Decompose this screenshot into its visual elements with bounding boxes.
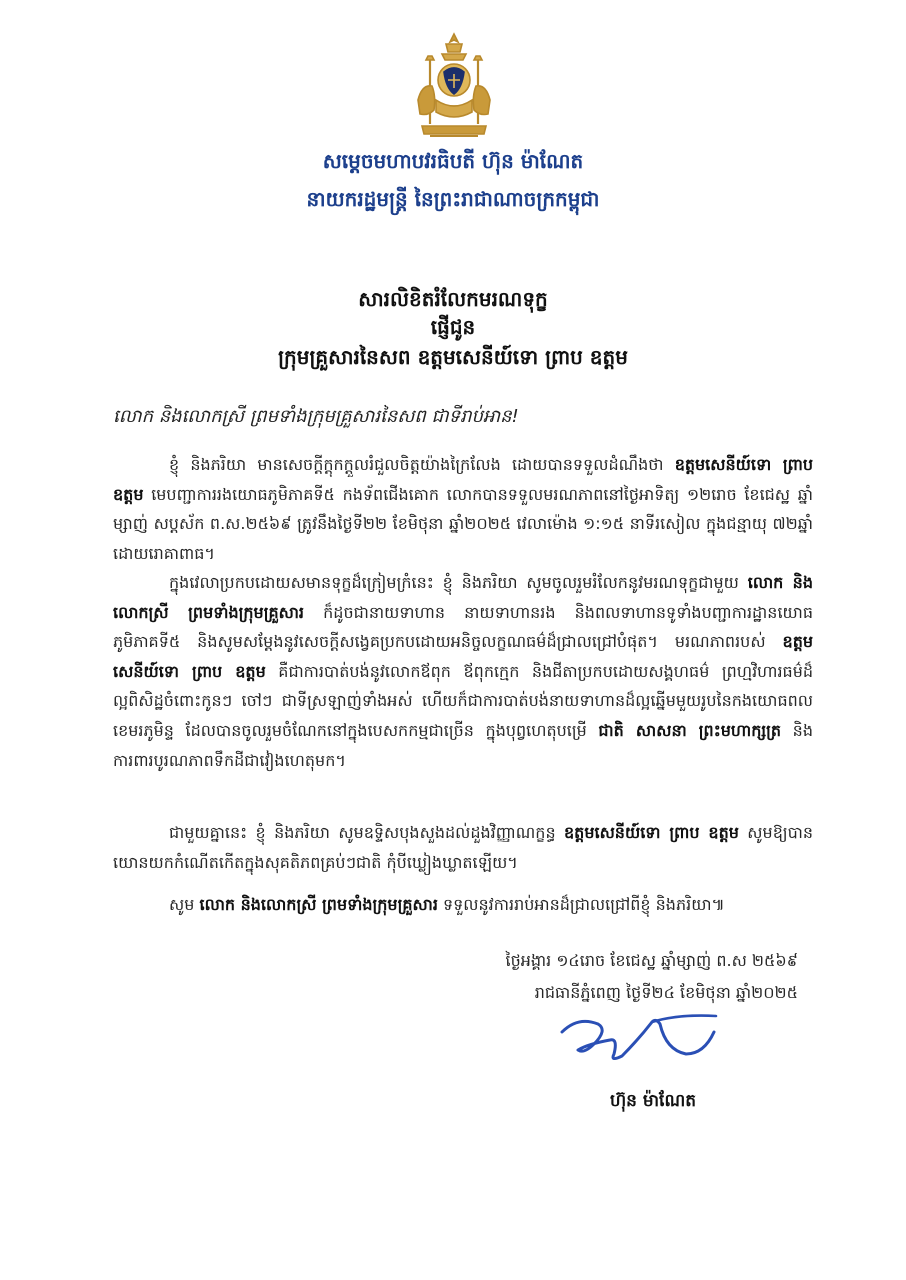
signature-icon <box>548 1010 720 1070</box>
paragraph-2 <box>113 568 813 818</box>
p1-text-a: ខ្ញុំ និងភរិយា មានសេចក្ដីក្ដុកក្ដួលរំជួលចិត្តយ៉ាងក្រៃលែង ដោយបានទទួលដំណឹងថា <box>169 455 675 474</box>
header-name-line: សម្ដេចមហាបវរធិបតី ហ៊ុន ម៉ាណែត <box>322 149 584 173</box>
p4-bold-family: លោក និងលោកស្រី ព្រមទាំងក្រុមគ្រួសារ <box>199 895 438 914</box>
signer-name: ហ៊ុន ម៉ាណែត <box>609 1091 696 1111</box>
p4-text-c: ទទួលនូវការរាប់អានដ៏ជ្រាលជ្រៅពីខ្ញុំ និងភរិយា៕ <box>437 895 725 914</box>
date-lunar: ថ្ងៃអង្គារ ១៤រោច ខែជេស្ឋ ឆ្នាំម្សាញ់ ព.ស ២៥៦៩ <box>505 951 798 970</box>
letter-recipient: ក្រុមគ្រួសារនៃសព ឧត្តមសេនីយ៍ទោ ព្រាប ឧត្តម <box>278 345 628 369</box>
royal-emblem-icon <box>400 30 508 142</box>
paragraph-4 <box>113 890 813 922</box>
letter-subtitle: ផ្ញើជូន <box>430 315 476 339</box>
letter-title: សារលិខិតរំលែកមរណទុក្ខ <box>358 287 548 311</box>
paragraph-3 <box>113 818 813 880</box>
p1-bold-name: ឧត្តមសេនីយ៍ទោ ព្រាប ឧត្តម <box>113 455 813 504</box>
p3-text-a: ជាមួយគ្នានេះ ខ្ញុំ និងភរិយា សូមឧទ្ទិសបុងសួងដល់ដួងវិញ្ញាណក្ខន្ធ <box>169 823 565 842</box>
header-office-line: នាយករដ្ឋមន្ត្រី នៃព្រះរាជាណាចក្រកម្ពុជា <box>306 187 600 211</box>
p2-bold-motto: ជាតិ សាសនា ព្រះមហាក្សត្រ <box>598 720 782 740</box>
p4-text-a: សូម <box>169 895 200 914</box>
p2-text-c: ក៏ដូចជានាយទាហាន នាយទាហានរង និងពលទាហានទូទាំងបញ្ជាការដ្ឋានយោធភូមិភាគទី៥ និងសូមសម្ដែងនូវសេចក្ដីសង្វេគប្រកបដោយអនិច្ចលក្ខណធម៌ដ៏ជ្រាលជ្រៅបំផុត។ មរណភាពរបស់ <box>113 602 813 652</box>
p2-bold-family: លោក និងលោកស្រី ព្រមទាំងក្រុមគ្រួសារ <box>113 573 813 622</box>
salutation: លោក និងលោកស្រី ព្រមទាំងក្រុមគ្រួសារនៃសព ជាទីរាប់អាន! <box>113 406 519 427</box>
p2-text-e: គឺជាការបាត់បង់នូវលោកឪពុក ឪពុកក្មេក និងជីតាប្រកបដោយសង្គហធម៌ ព្រហ្មវិហារធម៌ដ៏ល្អពិសិដ្ឋចំពោះកូនៗ ចៅៗ ជាទីស្រឡាញ់ទាំងអស់ ហើយក៏ជាការបាត់បង់នាយទាហានដ៏ល្អឆ្នើមមួយរូបនៃកងយោធពលខេមរភូមិន្ទ ដែលបានចូលរួមចំណែកនៅក្នុងបេសកកម្មជាច្រើន ក្នុងបុព្វហេតុបម្រើ <box>113 661 814 740</box>
date-solar: រាជធានីភ្នំពេញ ថ្ងៃទី២៤ ខែមិថុនា ឆ្នាំ២០២៥ <box>534 983 798 1002</box>
p2-bold-name: ឧត្តមសេនីយ៍ទោ ព្រាប ឧត្តម <box>113 632 813 681</box>
p2-text-g: និងការពារបូរណភាពទឹកដីជាវៀងហេតុមក។ <box>113 720 813 770</box>
p3-text-c: សូមឱ្យបានយោនយកកំណើតកើតក្នុងសុគតិភពគ្រប់ៗជាតិ កុំបីឃ្លៀងឃ្លាតឡើយ។ <box>113 823 814 872</box>
p1-text-c: មេបញ្ជាការរងយោធភូមិភាគទី៥ កងទ័ពជើងគោក លោកបានទទួលមរណភាពនៅថ្ងៃអាទិត្យ ១២រោច ខែជេស្ឋ ឆ្នាំម្សាញ់ សប្តស័ក ព.ស.២៥៦៩ ត្រូវនឹងថ្ងៃទី២២ ខែមិថុនា ឆ្នាំ២០២៥ វេលាម៉ោង ១:១៥ នាទីរសៀល ក្នុងជន្មាយុ ៧២ឆ្នាំ ដោយរោគាពាធ។ <box>113 484 813 563</box>
p2-text-a: ក្នុងវេលាប្រកបដោយសមានទុក្ខដ៏ក្រៀមក្រំនេះ ខ្ញុំ និងភរិយា សូមចូលរួមរំលែកនូវមរណទុក្ខជាមួយ <box>169 573 748 592</box>
p3-bold-name: ឧត្តមសេនីយ៍ទោ ព្រាប ឧត្តម <box>564 823 739 842</box>
